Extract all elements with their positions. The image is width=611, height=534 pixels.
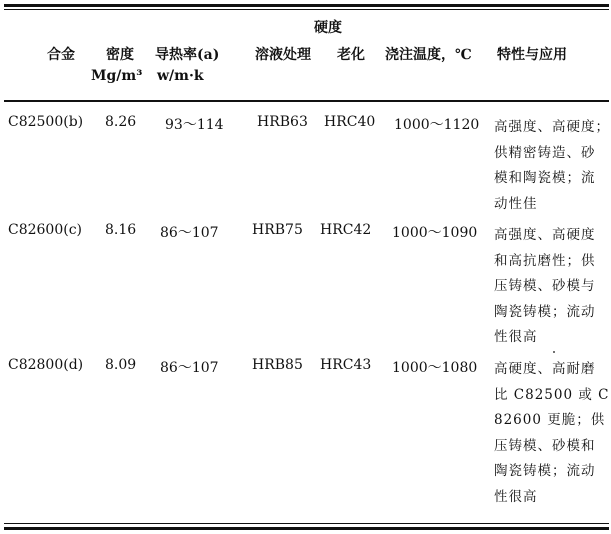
application-line: 陶瓷铸模；流动	[494, 463, 596, 479]
bottom-rule-thick	[4, 527, 609, 530]
header-application: 特性与应用	[497, 47, 567, 63]
cell-pour-temp: 1000～1080	[392, 360, 478, 376]
cell-alloy: C82600(c)	[8, 222, 83, 238]
application-line: 压铸模、砂模与	[494, 278, 596, 294]
cell-aging: HRC40	[324, 114, 376, 130]
header-pour-temperature: 浇注温度，℃	[385, 47, 472, 63]
application-line: 陶瓷铸模；流动	[494, 303, 596, 320]
application-line: 供精密铸造、砂	[494, 144, 596, 161]
cell-density: 8.26	[105, 114, 137, 130]
header-rule	[4, 100, 609, 102]
cell-conductivity: 86～107	[160, 360, 219, 376]
cell-conductivity: 86～107	[160, 225, 219, 241]
application-line: 比 C82500 或 C	[494, 386, 610, 403]
cell-aging: HRC43	[320, 357, 372, 373]
application-line: 动性佳	[494, 195, 538, 212]
cell-alloy: C82500(b)	[8, 114, 84, 130]
cell-density: 8.16	[105, 222, 137, 238]
header-conductivity: 导热率(a)	[155, 47, 220, 63]
header-conductivity-unit: w/m·k	[157, 68, 204, 84]
cell-application	[494, 223, 596, 351]
application-line: 和高抗磨性；供	[494, 252, 596, 269]
cell-alloy: C82800(d)	[8, 357, 84, 373]
application-line: 压铸模、砂模和	[494, 437, 596, 454]
cell-solution: HRB85	[252, 357, 303, 373]
header-aging: 老化	[337, 47, 365, 63]
cell-solution: HRB63	[257, 114, 308, 130]
cell-pour-temp: 1000～1090	[392, 225, 478, 241]
cell-application	[494, 357, 609, 510]
cell-aging: HRC42	[320, 222, 372, 238]
application-line: 性很高	[494, 329, 538, 345]
header-density-unit: Mg/m³	[91, 68, 143, 84]
header-density: 密度	[106, 47, 134, 63]
cell-pour-temp: 1000～1120	[394, 117, 480, 133]
application-line: 高硬度、高耐磨	[494, 361, 596, 377]
cell-conductivity: 93～114	[165, 117, 224, 133]
application-line: 82600 更脆；供	[494, 412, 606, 428]
header-alloy: 合金	[47, 47, 75, 63]
top-rule-thick	[4, 4, 609, 7]
application-line: 高强度、高硬度；	[494, 119, 610, 135]
cell-solution: HRB75	[252, 222, 303, 238]
cell-density: 8.09	[105, 357, 137, 373]
header-solution-treatment: 溶液处理	[255, 47, 311, 63]
cell-application	[494, 115, 610, 217]
application-line: 高强度、高硬度	[494, 227, 596, 243]
scan-speck	[553, 351, 555, 353]
application-line: 模和陶瓷模；流	[494, 170, 596, 186]
top-rule-thin	[4, 9, 609, 10]
bottom-rule-thin	[4, 523, 609, 524]
hardness-group-header: 硬度	[314, 20, 342, 36]
application-line: 性很高	[494, 488, 538, 505]
